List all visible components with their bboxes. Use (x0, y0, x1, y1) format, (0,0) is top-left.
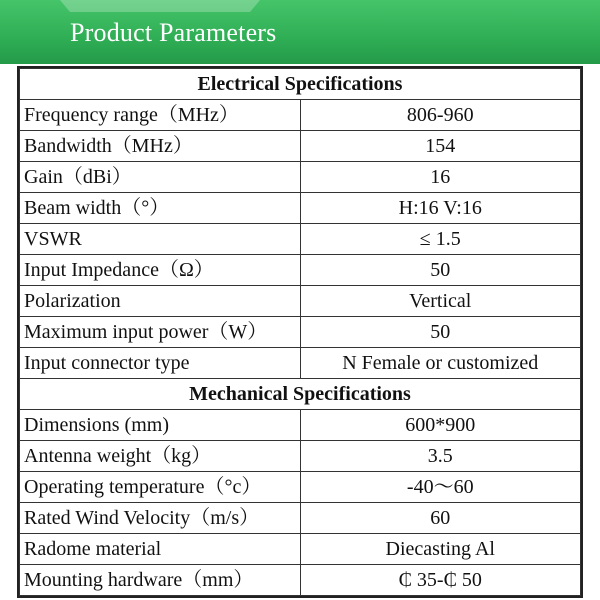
spec-label: Antenna weight（kg） (20, 441, 301, 472)
spec-label: Bandwidth（MHz） (20, 131, 301, 162)
table-row (20, 100, 581, 131)
spec-table (19, 68, 581, 596)
section-title-mechanical: Mechanical Specifications (20, 379, 581, 410)
spec-value: N Female or customized (300, 348, 581, 379)
spec-value: -40～60 (300, 472, 581, 503)
spec-value: 60 (300, 503, 581, 534)
spec-table-container (17, 66, 583, 598)
section-header-row (20, 69, 581, 100)
table-row (20, 131, 581, 162)
table-row (20, 317, 581, 348)
spec-label: VSWR (20, 224, 301, 255)
spec-label: Maximum input power（W） (20, 317, 301, 348)
page-title: Product Parameters (70, 18, 277, 47)
table-row (20, 224, 581, 255)
spec-label: Rated Wind Velocity（m/s） (20, 503, 301, 534)
table-row (20, 441, 581, 472)
spec-value: Diecasting Al (300, 534, 581, 565)
spec-label: Mounting hardware（mm） (20, 565, 301, 596)
table-row (20, 348, 581, 379)
spec-value: ₵ 35-₵ 50 (300, 565, 581, 596)
spec-value: 154 (300, 131, 581, 162)
table-row (20, 534, 581, 565)
table-row (20, 286, 581, 317)
spec-label: Operating temperature（°c） (20, 472, 301, 503)
table-row (20, 565, 581, 596)
spec-value: 3.5 (300, 441, 581, 472)
spec-label: Beam width（°） (20, 193, 301, 224)
banner-notch-decoration (60, 0, 260, 12)
spec-label: Polarization (20, 286, 301, 317)
spec-value: 16 (300, 162, 581, 193)
spec-label: Frequency range（MHz） (20, 100, 301, 131)
spec-label: Gain（dBi） (20, 162, 301, 193)
spec-label: Input Impedance（Ω） (20, 255, 301, 286)
spec-value: 50 (300, 255, 581, 286)
section-title-electrical: Electrical Specifications (20, 69, 581, 100)
header-banner (0, 0, 600, 64)
spec-label: Dimensions (mm) (20, 410, 301, 441)
spec-value: 600*900 (300, 410, 581, 441)
table-row (20, 193, 581, 224)
table-row (20, 410, 581, 441)
spec-value: Vertical (300, 286, 581, 317)
section-header-row (20, 379, 581, 410)
table-row (20, 162, 581, 193)
spec-label: Input connector type (20, 348, 301, 379)
spec-value: 806-960 (300, 100, 581, 131)
spec-value: ≤ 1.5 (300, 224, 581, 255)
spec-value: H:16 V:16 (300, 193, 581, 224)
table-row (20, 503, 581, 534)
spec-value: 50 (300, 317, 581, 348)
table-row (20, 472, 581, 503)
table-row (20, 255, 581, 286)
spec-label: Radome material (20, 534, 301, 565)
